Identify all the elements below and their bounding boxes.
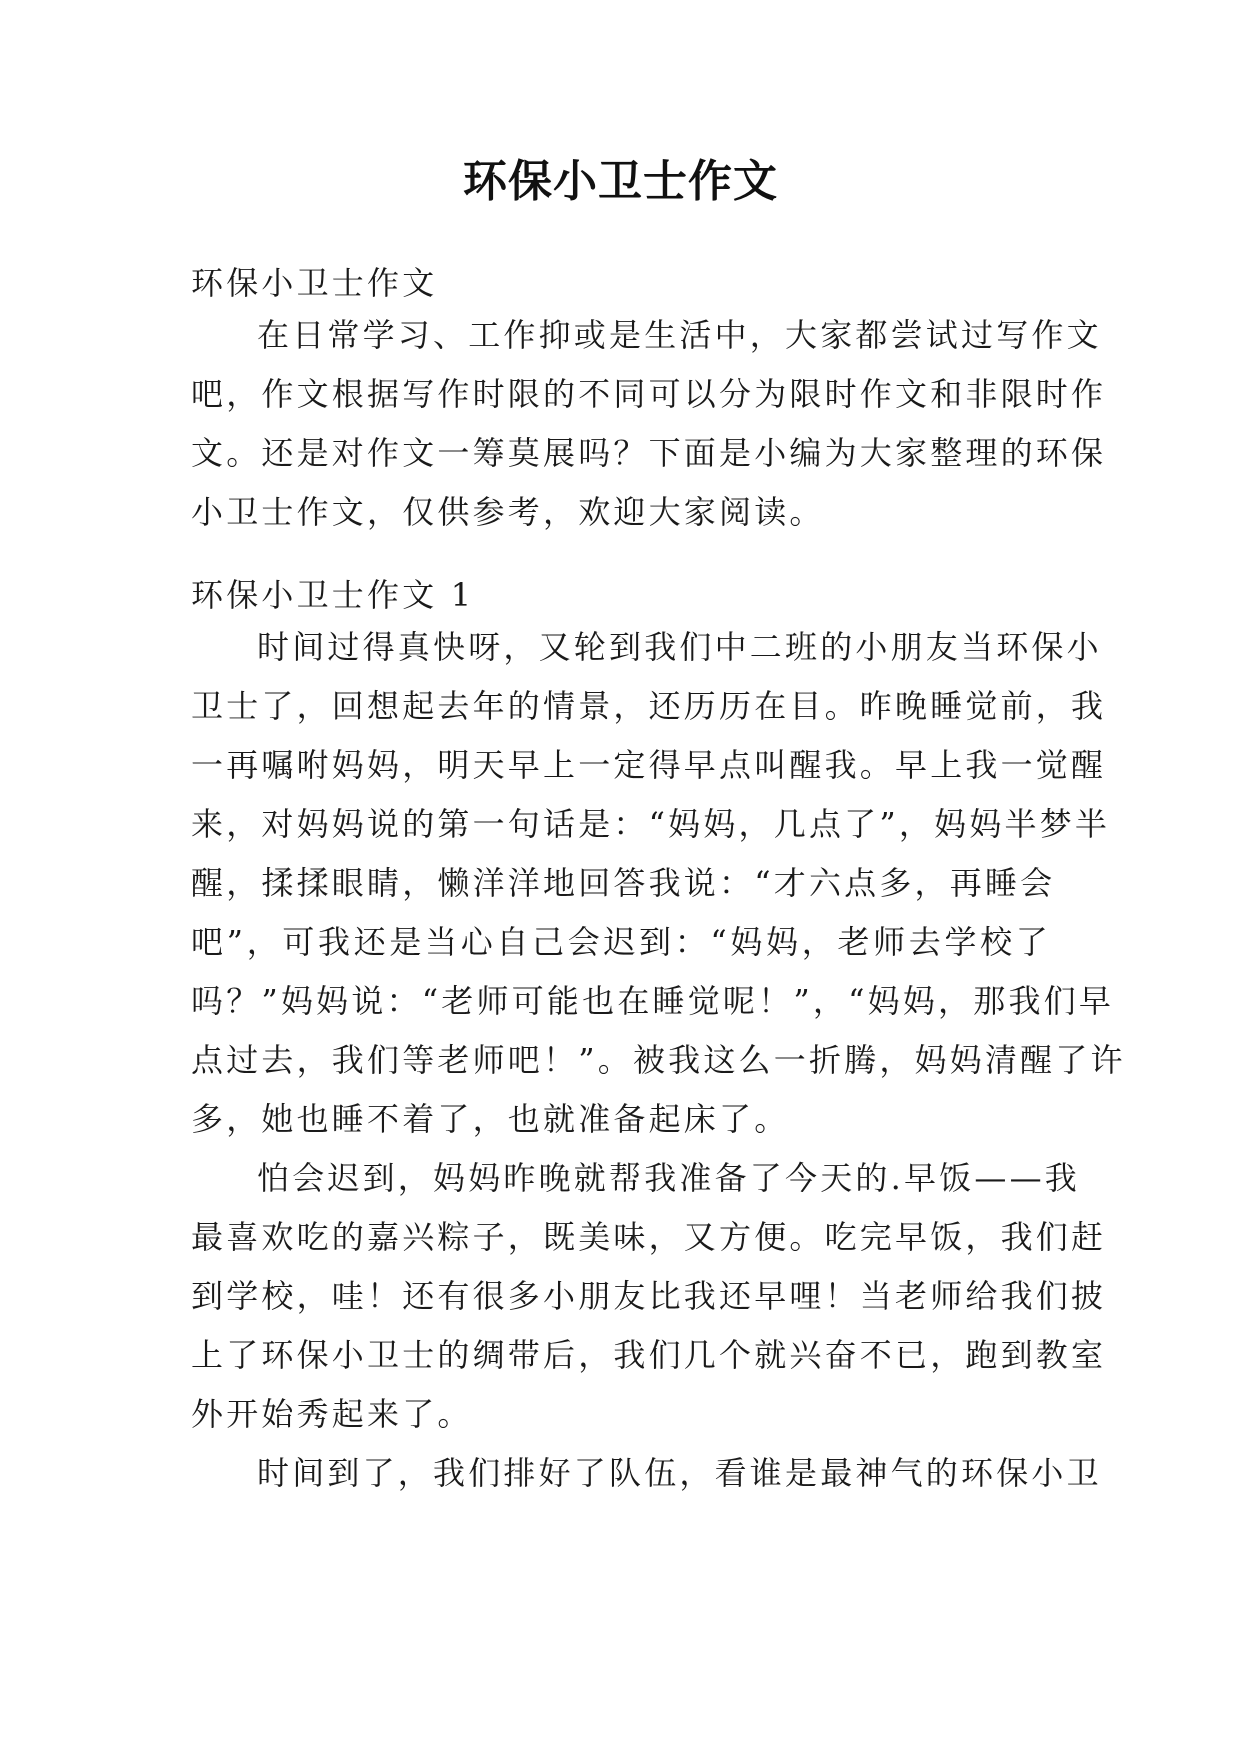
- section1-paragraph-3: [191, 1444, 1102, 1503]
- paragraph-line: 时间过得真快呀，又轮到我们中二班的小朋友当环保小: [257, 628, 1102, 666]
- intro-paragraph: [191, 306, 1107, 542]
- paragraph-line: 外开始秀起来了。: [191, 1395, 473, 1433]
- paragraph-line: 醒，揉揉眼睛，懒洋洋地回答我说：“才六点多，再睡会: [191, 864, 1056, 902]
- paragraph-line: 怕会迟到，妈妈昨晚就帮我准备了今天的.早饭——我: [257, 1159, 1080, 1197]
- paragraph-line: 吗？”妈妈说：“老师可能也在睡觉呢！”，“妈妈，那我们早: [191, 982, 1115, 1020]
- section1-paragraph-1: [191, 618, 1126, 1149]
- paragraph-line: 点过去，我们等老师吧！”。被我这么一折腾，妈妈清醒了许: [191, 1041, 1126, 1079]
- paragraph-line: 时间到了，我们排好了队伍，看谁是最神气的环保小卫: [257, 1454, 1102, 1492]
- intro-line: 文。还是对作文一筹莫展吗？下面是小编为大家整理的环保: [191, 434, 1107, 472]
- section-heading: 环保小卫士作文 1: [191, 576, 475, 614]
- paragraph-line: 上了环保小卫士的绸带后，我们几个就兴奋不已，跑到教室: [191, 1336, 1107, 1374]
- paragraph-line: 最喜欢吃的嘉兴粽子，既美味，又方便。吃完早饭，我们赶: [191, 1218, 1107, 1256]
- intro-line: 在日常学习、工作抑或是生活中，大家都尝试过写作文: [257, 316, 1102, 354]
- document-title: 环保小卫士作文: [463, 156, 778, 207]
- paragraph-line: 卫士了，回想起去年的情景，还历历在目。昨晚睡觉前，我: [191, 687, 1107, 725]
- paragraph-line: 吧”，可我还是当心自己会迟到：“妈妈，老师去学校了: [191, 923, 1051, 961]
- paragraph-line: 一再嘱咐妈妈，明天早上一定得早点叫醒我。早上我一觉醒: [191, 746, 1107, 784]
- subtitle: 环保小卫士作文: [191, 264, 438, 302]
- paragraph-line: 来，对妈妈说的第一句话是：“妈妈，几点了”，妈妈半梦半: [191, 805, 1111, 843]
- paragraph-line: 到学校，哇！还有很多小朋友比我还早哩！当老师给我们披: [191, 1277, 1107, 1315]
- intro-line: 小卫士作文，仅供参考，欢迎大家阅读。: [191, 493, 825, 531]
- section1-paragraph-2: [191, 1149, 1107, 1444]
- paragraph-line: 多，她也睡不着了，也就准备起床了。: [191, 1100, 790, 1138]
- intro-line: 吧，作文根据写作时限的不同可以分为限时作文和非限时作: [191, 375, 1107, 413]
